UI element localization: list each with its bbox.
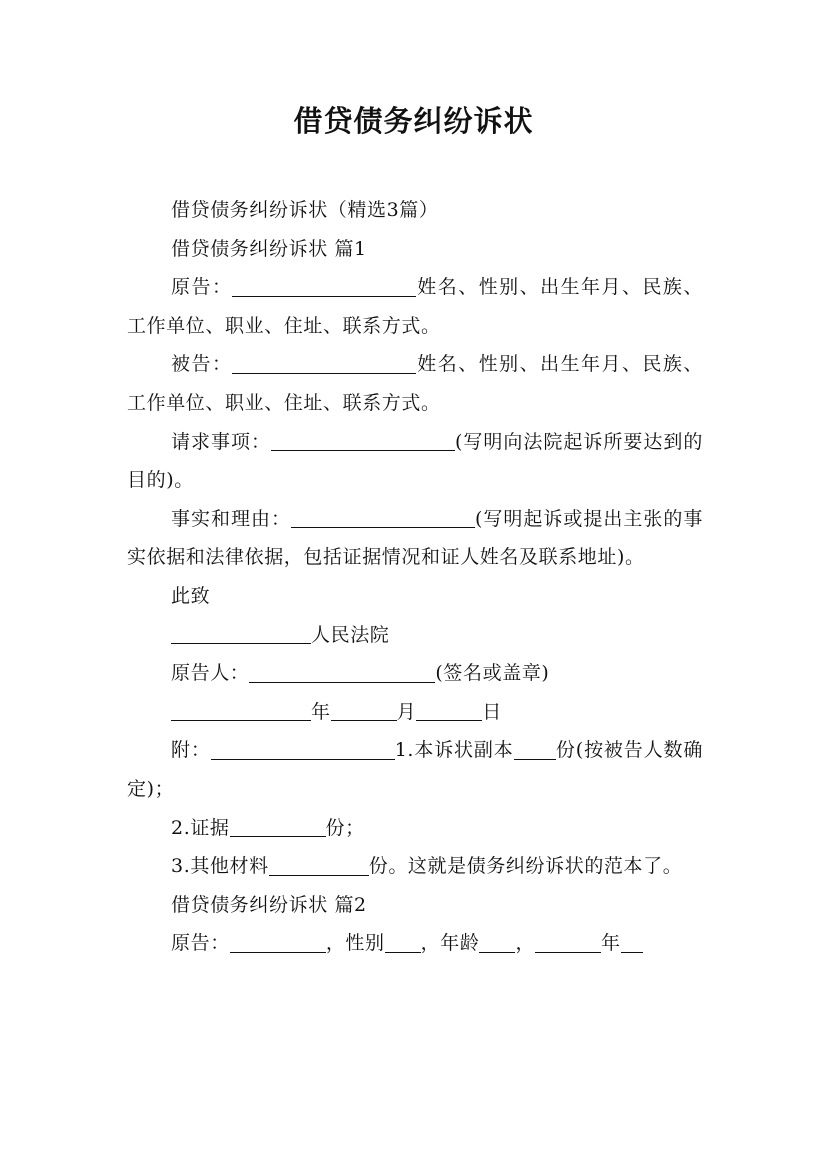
defendant-label: 被告： [171,353,233,376]
date-month: 月 [396,700,417,723]
plaintiff-label: 原告： [171,276,233,299]
attach-paragraph [127,731,703,808]
salutation-line [127,577,703,616]
attach-item3-suffix: 份。这就是债务纠纷诉状的范本了。 [368,855,683,878]
claims-label: 请求事项： [171,430,271,453]
section2-comma: ， [515,932,536,955]
attach-item3-blank [269,855,369,876]
date-day-blank [416,700,482,721]
date-line [127,693,703,732]
document-title: 借贷债务纠纷诉状 [293,104,534,138]
attach-item2-line [127,809,703,848]
attach-item3-paragraph [127,847,703,886]
date-month-blank [331,700,397,721]
court-blank [171,623,311,644]
court-suffix: 人民法院 [311,623,390,646]
section1-heading-text: 借贷债务纠纷诉状 篇1 [171,237,367,260]
plaintiff-desc: 姓名、性别、出生年月、民族、工作单位、职业、住址、联系方式。 [127,276,703,337]
claims-blank [271,430,455,451]
attach-item1-blank [514,739,556,760]
date-year-blank [171,700,311,721]
section2-birth-year-blank [535,932,601,953]
claims-paragraph [127,423,703,500]
attach-blank [211,739,395,760]
section2-age-text: ，年龄 [420,932,480,955]
section1-heading [127,230,703,269]
facts-paragraph [127,500,703,577]
section2-heading [127,886,703,925]
date-year: 年 [311,700,331,723]
date-day: 日 [482,700,502,723]
facts-desc: (写明起诉或提出主张的事实依据和法律依据，包括证据情况和证人姓名及联系地址)。 [127,507,703,569]
section2-plaintiff-label: 原告： [171,932,230,955]
defendant-desc: 姓名、性别、出生年月、民族、工作单位、职业、住址、联系方式。 [127,353,703,414]
attach-label: 附： [171,739,211,762]
attach-item1-prefix: 1.本诉状副本 [394,739,514,762]
signer-label: 原告人： [171,662,250,685]
intro-line [127,191,703,230]
intro-text: 借贷债务纠纷诉状（精选3篇） [171,199,439,221]
section2-year-text: 年 [601,932,621,955]
plaintiff-blank [232,276,416,297]
claims-desc: (写明向法院起诉所要达到的目的)。 [127,430,703,492]
facts-label: 事实和理由： [171,507,291,530]
facts-blank [291,507,475,528]
signer-blank [249,662,435,683]
document-body [127,191,703,963]
section2-plaintiff-line [127,924,703,963]
plaintiff-paragraph [127,268,703,345]
attach-item2-suffix: 份； [325,816,365,839]
section2-gender-text: ，性别 [325,932,385,955]
defendant-blank [232,353,416,374]
attach-item1-suffix: 份(按被告人数确定)； [127,739,703,800]
salutation-text: 此致 [171,584,211,607]
signer-note: (签名或盖章) [435,662,550,685]
attach-item2-prefix: 2.证据 [171,816,230,839]
section2-age-blank [479,932,515,953]
defendant-paragraph [127,345,703,422]
section2-name-blank [230,932,326,953]
signer-line [127,654,703,693]
attach-item2-blank [230,816,326,837]
section2-heading-text: 借贷债务纠纷诉状 篇2 [171,893,367,916]
attach-item3-prefix: 3.其他材料 [171,855,269,878]
court-line [127,616,703,655]
section2-trailing-blank [621,932,643,953]
section2-gender-blank [385,932,421,953]
